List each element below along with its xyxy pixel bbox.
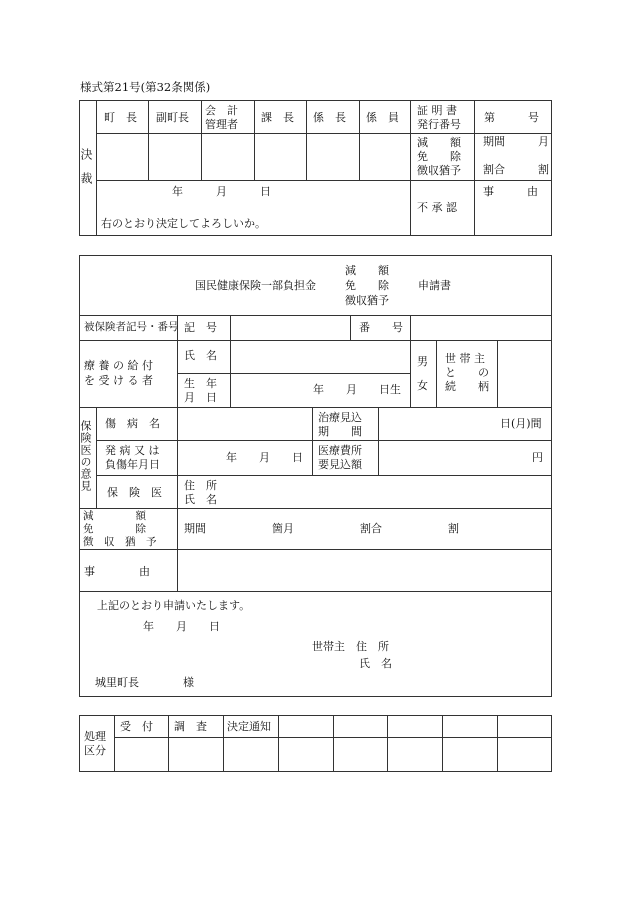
insured-number-field[interactable]	[411, 316, 551, 339]
ratio-value: 割合 割	[483, 163, 549, 176]
doctor-label: 保 険 医	[107, 486, 162, 499]
symbol-label: 記 号	[184, 321, 217, 334]
cost-label: 医療費所 要見込額	[318, 444, 362, 471]
cert-value: 第 号	[484, 111, 539, 124]
onset-label: 発 病 又 は 負傷年月日	[105, 444, 160, 471]
treatment-period-value: 日(月)間	[500, 417, 542, 430]
title-prefix: 国民健康保険一部負担金	[195, 279, 316, 292]
process-col-receipt: 受 付	[120, 720, 153, 733]
addressee: 城里町長 様	[95, 676, 194, 689]
reduction-label: 減 額 免 除 徴収猶予	[417, 136, 461, 177]
reason-label: 事 由	[483, 185, 538, 198]
decision-date: 年 月 日	[172, 185, 271, 198]
reason-label: 事 由	[84, 565, 150, 578]
process-col-decision-notice: 決定通知	[227, 720, 271, 733]
cost-value: 円	[532, 451, 543, 464]
insured-symbol-label: 被保険者記号・番号	[84, 321, 179, 333]
onset-value: 年 月 日	[226, 451, 303, 464]
application-date: 年 月 日	[143, 620, 220, 633]
title-suffix: 申請書	[418, 279, 451, 292]
birth-value: 年 月 日生	[313, 383, 401, 396]
title-option-defer: 徴収猶予	[345, 294, 389, 307]
householder-address: 世帯主 住 所	[312, 640, 389, 653]
recipient-label: 療 養 の 給 付 を 受 け る 者	[84, 359, 153, 387]
recipient-name-field[interactable]	[231, 341, 409, 372]
birth-label: 生 年 月 日	[184, 377, 217, 404]
header-subsection-chief: 係 長	[313, 111, 346, 124]
householder-name: 氏 名	[359, 657, 392, 670]
doctor-address-label: 住 所 氏 名	[184, 479, 217, 506]
treatment-period-label: 治療見込 期 間	[318, 411, 362, 438]
cert-label: 証 明 書 発行番号	[417, 104, 461, 131]
relation-label: 世 帯 主 と の 続 柄	[445, 352, 489, 393]
disapproval-label: 不 承 認	[417, 201, 457, 214]
injury-label: 傷 病 名	[105, 417, 160, 430]
title-option-reduce: 減 額	[345, 264, 389, 277]
number-label: 番 号	[359, 321, 403, 334]
decision-note: 右のとおり決定してよろしいか。	[101, 217, 266, 230]
statement: 上記のとおり申請いたします。	[97, 599, 251, 612]
reason-field[interactable]	[178, 550, 551, 590]
header-accountant: 会 計 管理者	[205, 104, 238, 131]
name-label: 氏 名	[184, 349, 217, 362]
injury-field[interactable]	[178, 408, 311, 439]
insured-symbol-field[interactable]	[231, 316, 349, 339]
processing-side-label: 処理 区分	[84, 730, 106, 757]
reduce-value: 期間 箇月 割合 割	[184, 522, 459, 535]
header-vice-mayor: 副町長	[156, 111, 189, 124]
form-number: 様式第21号(第32条関係)	[80, 80, 211, 94]
header-staff: 係 員	[366, 111, 399, 124]
doctor-side-label: 保険医の意見	[79, 420, 92, 492]
header-mayor: 町 長	[104, 111, 137, 124]
period-value: 期間 月	[483, 135, 549, 148]
decision-side-label: 決裁	[79, 148, 93, 196]
title-option-exempt: 免 除	[345, 279, 389, 292]
reduce-label: 減 額 免 除 徴 収 猶 予	[83, 510, 157, 548]
sex-label: 男 女	[417, 355, 428, 392]
header-section-chief: 課 長	[261, 111, 294, 124]
process-col-investigation: 調 査	[174, 720, 207, 733]
